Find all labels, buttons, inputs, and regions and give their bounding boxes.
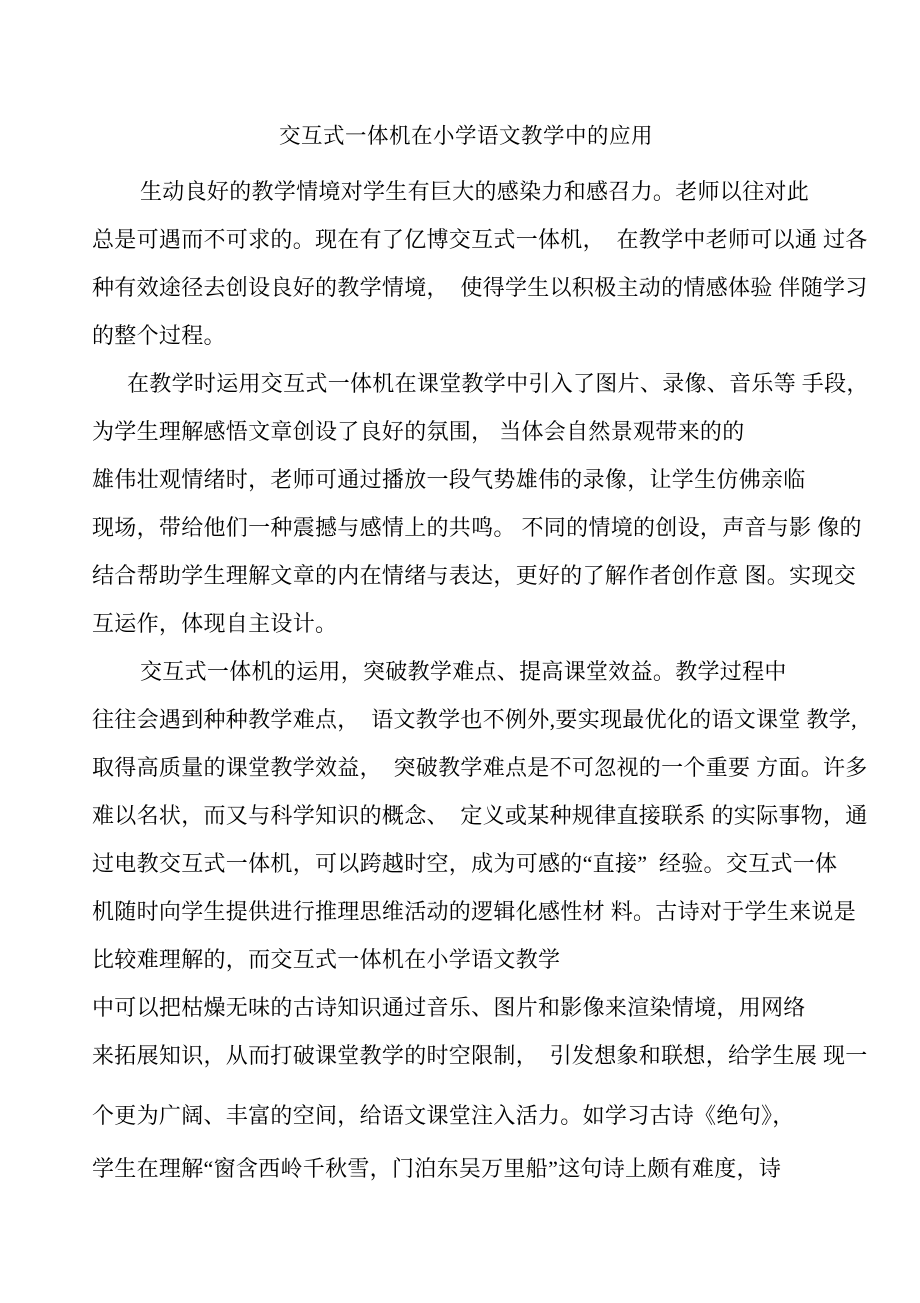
text-line: 过电教交互式一体机，可以跨越时空，成为可感的“直接” 经验。交互式一体 — [92, 851, 838, 876]
text-line: 中可以把枯燥无味的古诗知识通过音乐、图片和影像来渲染情境，用网络 — [92, 995, 806, 1020]
text-line: 来拓展知识，从而打破课堂教学的时空限制， 引发想象和联想，给学生展 现一 — [92, 1043, 868, 1068]
document-title: 交互式一体机在小学语文教学中的应用 — [278, 124, 653, 148]
text-line: 机随时向学生提供进行推理思维活动的逻辑化感性材 料。古诗对于学生来说是 — [92, 899, 857, 924]
text-line: 雄伟壮观情绪时，老师可通过播放一段气势雄伟的录像，让学生仿佛亲临 — [92, 467, 806, 492]
text-line: 结合帮助学生理解文章的内在情绪与表达，更好的了解作者创作意 图。实现交 — [92, 563, 857, 588]
text-line: 的整个过程。 — [92, 323, 226, 348]
document-content — [92, 112, 869, 1193]
text-line: 生动良好的教学情境对学生有巨大的感染力和感召力。老师以往对此 — [140, 179, 810, 204]
text-line: 现场，带给他们一种震撼与感情上的共鸣。 不同的情境的创设，声音与影 像的 — [92, 515, 862, 540]
text-line: 往往会遇到种种教学难点， 语文教学也不例外,要实现最优化的语文课堂 教学, — [92, 707, 857, 732]
text-line: 比较难理解的，而交互式一体机在小学语文教学 — [92, 947, 561, 972]
document-body — [92, 168, 869, 1193]
text-line: 为学生理解感悟文章创设了良好的氛围， 当体会自然景观带来的的 — [92, 419, 745, 444]
text-line: 难以名状，而又与科学知识的概念、 定义或某种规律直接联系 的实际事物，通 — [92, 803, 868, 828]
text-line: 总是可遇而不可求的。现在有了亿博交互式一体机， 在教学中老师可以通 过各 — [92, 227, 868, 252]
text-line: 交互式一体机的运用，突破教学难点、提高课堂效益。教学过程中 — [140, 659, 787, 684]
text-line: 取得高质量的课堂教学效益， 突破教学难点是不可忽视的一个重要 方面。许多 — [92, 755, 868, 780]
text-line: 学生在理解“窗含西岭千秋雪，门泊东吴万里船”这句诗上颇有难度，诗 — [92, 1156, 782, 1181]
text-line: 种有效途径去创设良好的教学情境， 使得学生以积极主动的情感体验 伴随学习 — [92, 275, 868, 300]
text-line: 个更为广阔、丰富的空间，给语文课堂注入活力。如学习古诗《绝句》， — [92, 1103, 795, 1128]
text-line: 互运作，体现自主设计。 — [92, 611, 338, 636]
text-line: 在教学时运用交互式一体机在课堂教学中引入了图片、录像、音乐等 手段， — [127, 371, 869, 396]
